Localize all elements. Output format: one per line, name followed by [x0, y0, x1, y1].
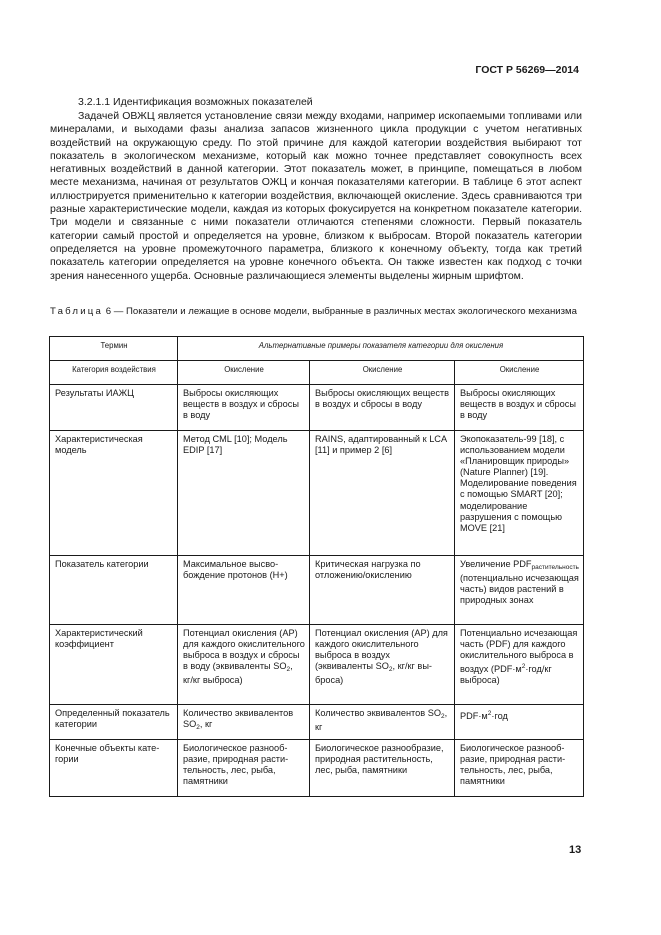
table-cell: Количество эквивалентов $SO_2$, кг [178, 705, 310, 740]
table-cell: Выбросы окисляющих веществ в воздух и сбросы в воду [455, 385, 584, 431]
table-cell: RAINS, адаптированный к LCA [11] и пример 2 [6] [310, 431, 455, 556]
superscript: 2 [487, 710, 492, 717]
table-cell: Потенциал окисления (AP) для каждого окислительного выброса в воздух (эквиваленты $SO_2$, кг/кг выброса) [310, 625, 455, 705]
table-cell: Экопоказатель-99 [18], с использованием модели «Планировщик природы» (Nature Planner) [19]. Моделирование поведения с помощью SMART [20]; моделирование разрушения с помощью MOVE [21] [455, 431, 584, 556]
table-cell: Потенциал окисления (AP) для каждого окислительного выброса в воздух и сбросы в воду (эквиваленты $SO_2$, кг/кг выброса) [178, 625, 310, 705]
table-cell: Биологическое разнообразие, природная растительность, лес, рыба, памятники [310, 740, 455, 797]
table-row [50, 740, 584, 797]
impact-category-value: Окисление [178, 361, 310, 385]
subscript: растительность [531, 564, 579, 571]
table-cell: Количество эквивалентов $SO_2$, кг [310, 705, 455, 740]
section-heading: 3.2.1.1 Идентификация возможных показателей [78, 96, 313, 108]
row-label: Характеристическая модель [50, 431, 178, 556]
subscript: 2 [440, 713, 445, 720]
table-cell: Биологическое разнообразие, природная растительность, лес, рыба, памятники [178, 740, 310, 797]
table-row [50, 705, 584, 740]
table-row-impact-category [50, 361, 584, 385]
header-term: Термин [50, 337, 178, 361]
table-cell: Биологическое разнообразие, природная растительность, лес, рыба, памятники [455, 740, 584, 797]
table-cell: Выбросы окисляющих веществ в воздух и сбросы в воду [310, 385, 455, 431]
table-cell: Критическая нагрузка по отложению/окислению [310, 556, 455, 625]
subscript: 2 [286, 666, 291, 674]
table-row [50, 431, 584, 556]
impact-category-label: Категория воздействия [50, 361, 178, 385]
table-cell: Максимальное высвобождение протонов (H+) [178, 556, 310, 625]
superscript: 2 [521, 663, 526, 671]
row-label: Показатель категории [50, 556, 178, 625]
subscript: 2 [196, 724, 200, 732]
table-caption [50, 306, 582, 318]
table-header-row [50, 337, 584, 361]
table-row [50, 385, 584, 431]
row-label: Конечные объекты категории [50, 740, 178, 797]
row-label: Определенный показатель категории [50, 705, 178, 740]
table-row [50, 556, 584, 625]
indicators-table [49, 336, 584, 797]
table-cell: Увеличение $PDF_{растительность}$ (потенциально исчезающая часть) видов растений в природных зонах [455, 556, 584, 625]
row-label: Характеристический коэффициент [50, 625, 178, 705]
body-paragraph: Задачей ОВЖЦ является установление связи между входами, например ископаемыми топливами или минералами, и выходами фазы анализа запасов жизненного цикла продукции с учетом негативных воздействий на окружающую среду. По этой причине для каждой категории воздействия выбирают тот показатель в экологическом механизме, который как можно точнее представляет совокупность всех негативных воздействий в данной категории. Этот показатель может, в принципе, помещаться в любом месте механизма, начиная от результатов ОЖЦ и кончая показателями категории. В таблице 6 этот аспект иллюстрируется применительно к категории воздействия, включающей окисление. Здесь сравниваются три разные характеристические модели, каждая из которых фокусируется на конкретном показателе категории. Три модели и связанные с ними показатели отличаются степенями сложности. Первый показатель категории самый простой и определяется на уровне, близком к выбросам. Второй показатель категории определяется на уровне промежуточного параметра, близкого к конечному объекту, тогда как третий показатель категории определяется на уровне конечного объекта. Он также известен как подход с точки зрения нанесенного ущерба. Основные различающиеся элементы выделены жирным шрифтом. [50, 110, 582, 282]
table-cell: Метод CML [10]; Модель EDIP [17] [178, 431, 310, 556]
table-caption-number: 6 [105, 306, 112, 317]
table-row [50, 625, 584, 705]
impact-category-value: Окисление [310, 361, 455, 385]
table-cell: $PDF\cdot м^2\cdot год$ [455, 705, 584, 740]
subscript: 2 [388, 666, 393, 674]
table-cell: Потенциально исчезающая часть (PDF) для каждого окислительного выброса в воздух ($PDF\cdot м^2\cdot год/кг$ выброса) [455, 625, 584, 705]
table-caption-text: — Показатели и лежащие в основе модели, выбранные в различных местах экологического механизма [113, 306, 577, 317]
row-label: Результаты ИАЖЦ [50, 385, 178, 431]
table-caption-label: Таблица [50, 306, 104, 317]
impact-category-value: Окисление [455, 361, 584, 385]
table-cell: Выбросы окисляющих веществ в воздух и сбросы в воду [178, 385, 310, 431]
document-standard-header: ГОСТ Р 56269—2014 [475, 64, 579, 76]
page-number: 13 [569, 844, 582, 856]
header-alternative-examples: Альтернативные примеры показателя категории для окисления [178, 337, 584, 361]
